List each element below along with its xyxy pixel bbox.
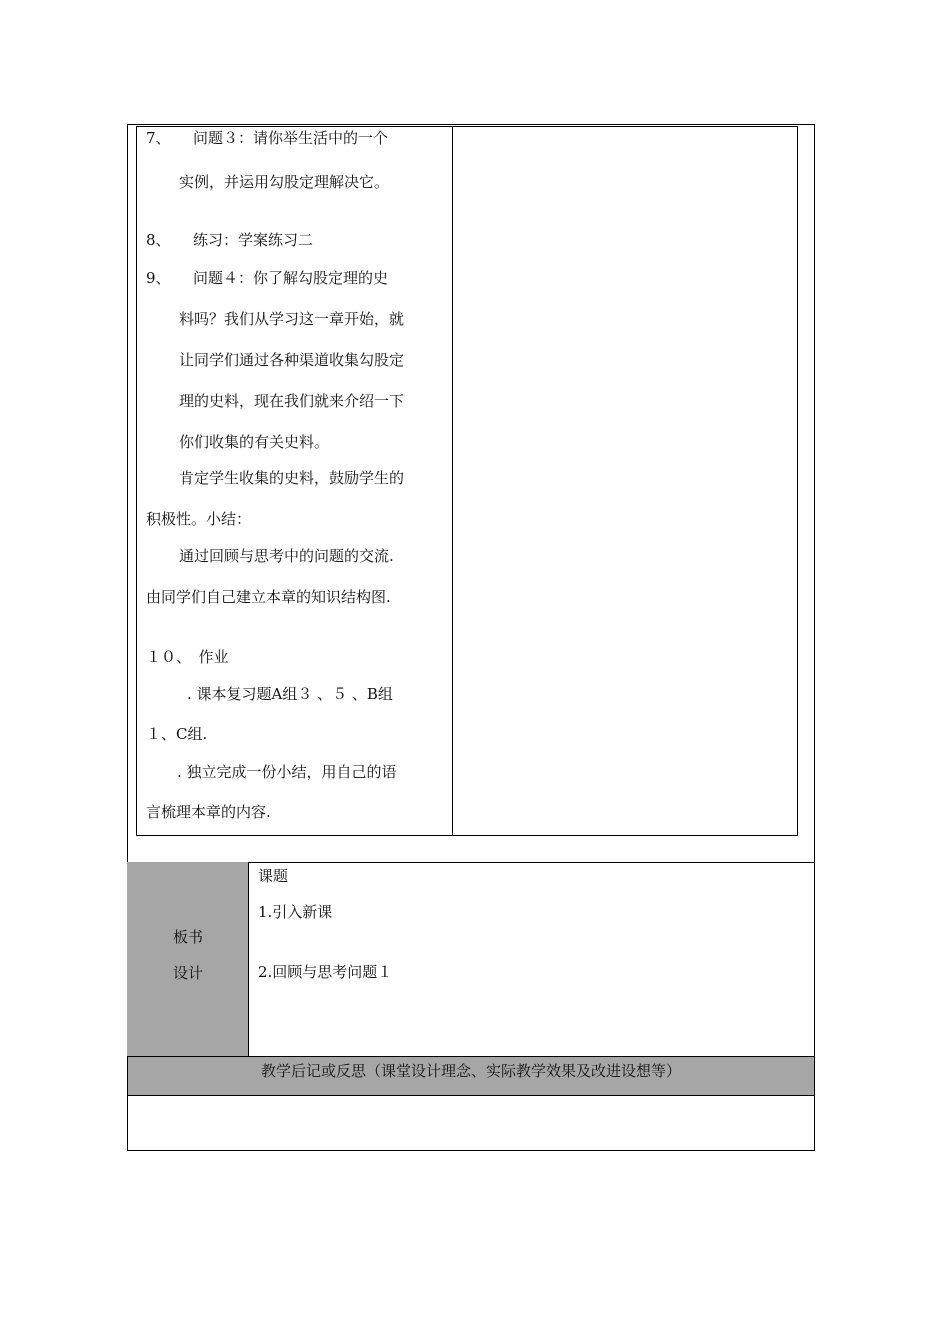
process-line: 料吗？我们从学习这一章开始，就 [179,310,405,328]
process-line: 由同学们自己建立本章的知识结构图. [146,588,391,606]
process-line: 8、 练习：学案练习二 [146,231,314,249]
process-line: . 课本复习题A组３ 、５ 、B组 [187,685,393,703]
process-line: 实例，并运用勾股定理解决它。 [179,173,390,191]
process-line: 9、 问题４：你了解勾股定理的史 [146,269,389,287]
board-item: 课题 [258,867,289,885]
column-divider [452,126,453,836]
process-line: 肯定学生收集的史料，鼓励学生的 [179,469,405,487]
process-line: 积极性。小结： [146,510,252,528]
board-label-line2: 设计 [172,964,203,982]
process-line: 理的史料，现在我们就来介绍一下 [179,392,405,410]
process-line: 通过回顾与思考中的问题的交流. [179,547,394,565]
board-item: 1.引入新课 [258,903,333,921]
process-line: 7、 问题３：请你举生活中的一个 [146,129,389,147]
process-line: １０、 作业 [146,648,229,666]
reflection-heading: 教学后记或反思（课堂设计理念、实际教学效果及改进设想等） [127,1056,815,1096]
process-line: . 独立完成一份小结，用自己的语 [177,763,397,781]
process-line: 你们收集的有关史料。 [179,433,330,451]
process-line: 让同学们通过各种渠道收集勾股定 [179,351,405,369]
board-item: 2.回顾与思考问题１ [258,963,393,981]
process-line: １、C组. [146,725,208,743]
process-line: 言梳理本章的内容. [146,803,271,821]
reflection-body [127,1095,815,1151]
board-label-line1: 板书 [172,928,203,946]
board-design-label-cell [127,862,249,1057]
